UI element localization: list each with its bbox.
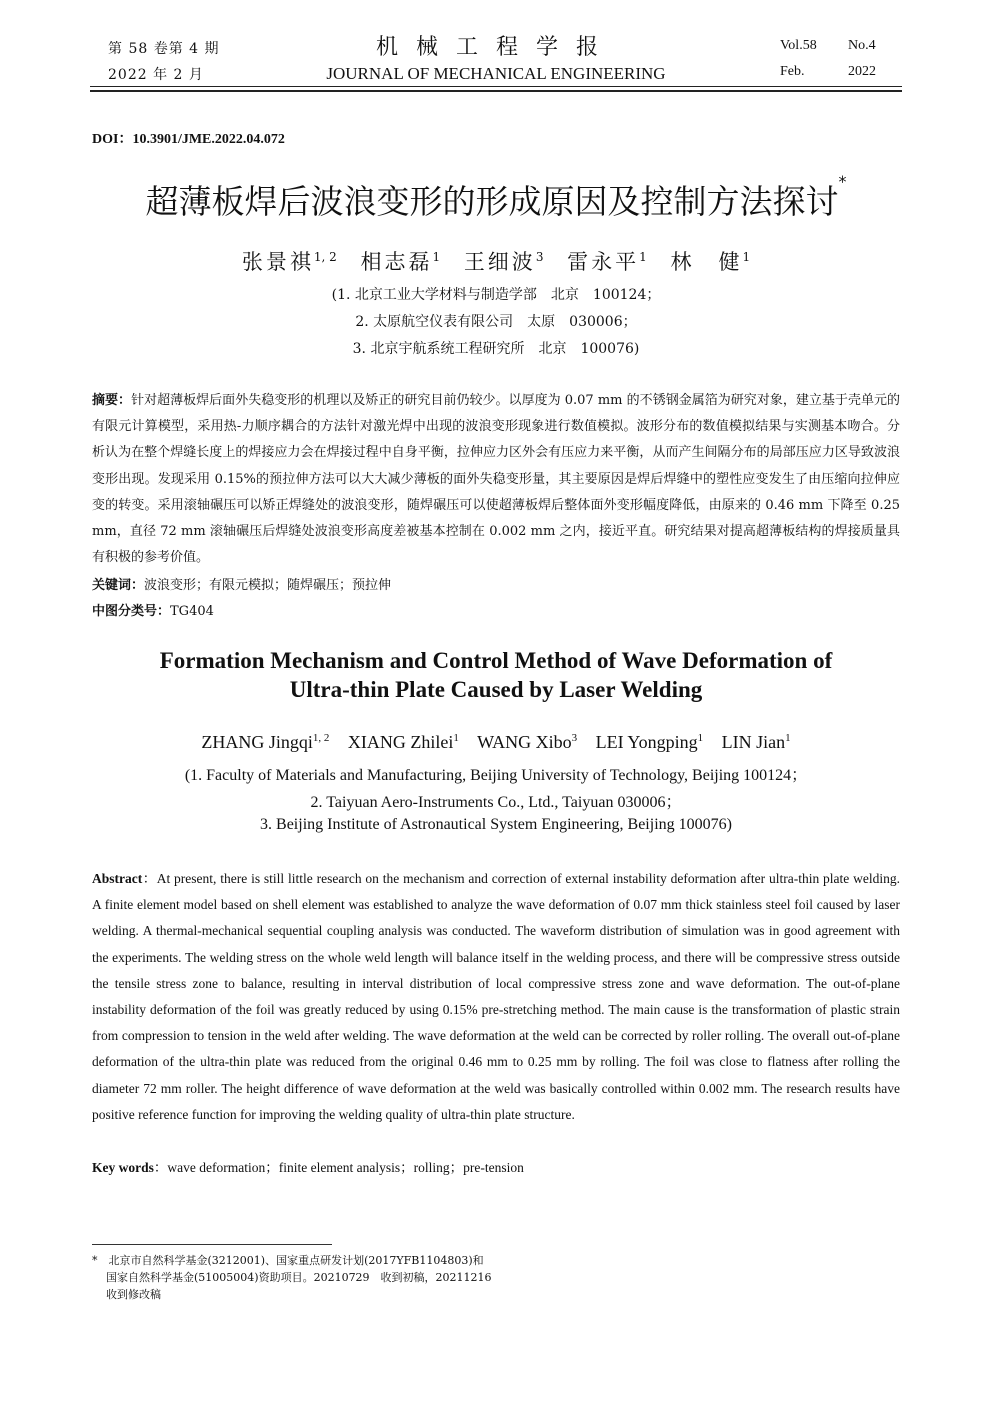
abstract-en-text: At present, there is still little research on the mechanism and correction of external instability deformation after ultra-thin plate welding. A finite element model based on shell element was established to analyze the wave deformation of 0.07 mm thick stainless steel foil caused by laser welding. A thermal-mechanical sequential coupling analysis was conducted. The waveform distribution of simulation was in good agreement with the experiments. The welding stress on the whole weld length will balance itself in the welding process, and there will be compressive stress outside the tensile stress zone to balance, resulting in interval distribution of local compressive stress zone and wave deformation. The out-of-plane instability deformation of the foil was greatly reduced by using 0.15% pre-stretching method. The main cause is the transformation of plastic strain from compression to tension in the weld after welding. The wave deformation at the weld can be corrected by roller rolling. The overall out-of-plane deformation of the ultra-thin plate was reduced from the original 0.46 mm to 0.25 mm by rolling. The foil was close to flatness after rolling the diameter 72 mm roller. The height difference of wave deformation at the weld was basically controlled within 0.002 mm. The research results have positive reference function for improving the welding quality of ultra-thin plate structure. <box>92 871 901 1122</box>
author-en: XIANG Zhilei <box>347 732 454 752</box>
author-en-sup: 1 <box>697 732 704 744</box>
abstract-cn <box>92 388 900 571</box>
issue-cn: 第 58 卷第 4 期 <box>108 41 220 57</box>
affiliation-cn: 2. 太原航空仪表有限公司 太原 030006； <box>355 314 637 330</box>
author-cn: 林 健 <box>670 250 743 274</box>
issue-number: No.4 <box>848 38 876 53</box>
footnote-mark: * <box>92 1254 98 1267</box>
title-en <box>0 646 992 704</box>
header-rule-thin <box>90 86 902 87</box>
author-en-sup: 3 <box>571 732 578 744</box>
classification-cn <box>92 600 214 619</box>
abstract-en <box>92 866 900 1128</box>
author-cn: 张景祺 <box>241 250 314 274</box>
author-en: WANG Xibo <box>477 732 572 752</box>
author-en-sup: 1 <box>453 732 459 744</box>
classification-cn-text: TG404 <box>170 604 214 619</box>
keywords-cn-text: 波浪变形；有限元模拟；随焊碾压；预拉伸 <box>144 578 392 593</box>
affiliation-en: (1. Faculty of Materials and Manufacturing, Beijing University of Technology, Beijing 100124； <box>184 767 808 784</box>
keywords-en-text: wave deformation；finite element analysis；rolling；pre-tension <box>167 1160 524 1175</box>
keywords-cn <box>92 574 391 593</box>
affiliation-cn: (1. 北京工业大学材料与制造学部 北京 100124； <box>331 287 661 303</box>
footnote <box>92 1252 522 1303</box>
affiliation-cn: 3. 北京宇航系统工程研究所 北京 100076) <box>352 341 640 357</box>
abstract-cn-text: 针对超薄板焊后面外失稳变形的机理以及矫正的研究目前仍较少。以厚度为 0.07 mm 的不锈钢金属箔为研究对象，建立基于壳单元的有限元计算模型，采用热-力顺序耦合的方法针对激光焊中出现的波浪变形现象进行数值模拟。波形分布的数值模拟结果与实测基本吻合。分析认为在整个焊缝长度上的焊接应力会在焊接过程中自身平衡，拉伸应力区外会有压应力来平衡，从而产生间隔分布的局部压应力区导致波浪变形出现。发现采用 0.15%的预拉伸方法可以大大减少薄板的面外失稳变形量，其主要原因是焊后焊缝中的塑性应变发生了由压缩向拉伸应变的转变。采用滚轴碾压可以矫正焊缝处的波浪变形，随焊碾压可以使超薄板焊后整体面外变形幅度降低，由原来的 0.46 mm 下降至 0.25 mm，直径 72 mm 滚轴碾压后焊缝处波浪变形高度差被基本控制在 0.002 mm 之内，接近平直。研究结果对提高超薄板结构的焊接质量具有积极的参考价值。 <box>92 393 900 566</box>
keywords-en-label: Key words <box>92 1160 154 1175</box>
classification-cn-label: 中图分类号： <box>92 604 171 619</box>
affiliation-en: 3. Beijing Institute of Astronautical System Engineering, Beijing 100076) <box>260 816 732 833</box>
author-cn: 雷永平 <box>567 250 640 274</box>
author-cn-sup: 1 <box>742 250 751 264</box>
journal-title-cn: 机械工程学报 <box>375 35 616 60</box>
footnote-line: 国家自然科学基金(51005004)资助项目。20210729 收到初稿，20211216 <box>106 1271 492 1284</box>
abstract-en-label: Abstract <box>92 871 143 886</box>
author-cn-sup: 1 <box>432 250 441 264</box>
author-en: LEI Yongping <box>595 732 698 752</box>
keywords-en <box>92 1156 524 1176</box>
keywords-cn-label: 关键词： <box>92 578 145 593</box>
volume: Vol.58 <box>780 38 817 53</box>
title-footnote-mark: * <box>838 172 847 191</box>
author-cn: 相志磊 <box>360 250 433 274</box>
author-cn-sup: 1 <box>639 250 647 264</box>
author-en-sup: 1, 2 <box>312 732 330 744</box>
footnote-line: 北京市自然科学基金(3212001)、国家重点研发计划(2017YFB1104803)和 <box>108 1254 484 1267</box>
abstract-cn-label: 摘要： <box>92 393 132 408</box>
author-en: ZHANG Jingqi <box>201 732 313 752</box>
authors-cn <box>0 246 992 276</box>
footnote-line: 收到修改稿 <box>106 1288 161 1301</box>
author-en: LIN Jian <box>721 732 786 752</box>
keywords-en-sep: ： <box>153 1160 168 1175</box>
footnote-rule <box>92 1244 332 1245</box>
author-cn-sup: 1, 2 <box>313 250 337 264</box>
date-cn: 2022 年 2 月 <box>108 67 204 83</box>
year: 2022 <box>848 64 876 79</box>
doi: DOI：10.3901/JME.2022.04.072 <box>92 132 285 147</box>
journal-title-en: JOURNAL OF MECHANICAL ENGINEERING <box>326 64 666 83</box>
abstract-en-sep: ： <box>142 871 157 886</box>
title-en-line: Formation Mechanism and Control Method of Wave Deformation of <box>159 648 833 673</box>
author-cn-sup: 3 <box>535 250 544 264</box>
title-cn <box>0 172 992 223</box>
author-cn: 王细波 <box>463 250 536 274</box>
month: Feb. <box>780 64 805 79</box>
title-cn-text: 超薄板焊后波浪变形的形成原因及控制方法探讨 <box>145 182 839 221</box>
authors-en <box>0 732 992 753</box>
header-rule-thick <box>90 90 902 92</box>
affiliation-en: 2. Taiyuan Aero-Instruments Co., Ltd., Taiyuan 030006； <box>310 794 682 811</box>
title-en-line: Ultra-thin Plate Caused by Laser Welding <box>289 677 703 702</box>
author-en-sup: 1 <box>785 732 791 744</box>
